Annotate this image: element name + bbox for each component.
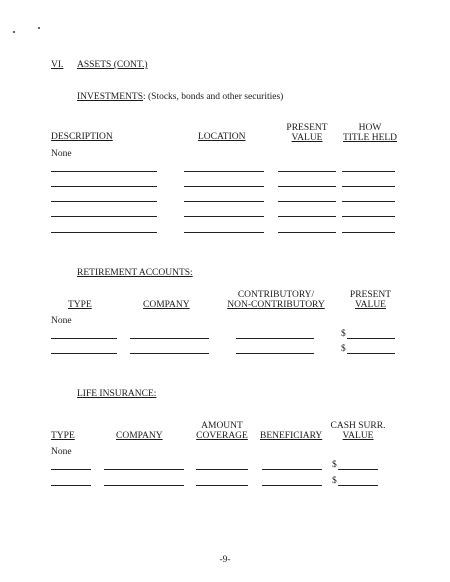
blank-line (130, 353, 209, 354)
col-present-value-line1: PRESENT (286, 123, 328, 133)
blank-line (51, 216, 157, 217)
blank-line (342, 216, 395, 217)
col-location: LOCATION (198, 132, 246, 142)
blank-line (104, 469, 184, 470)
blank-line (104, 485, 184, 486)
col-life-amount-line1: AMOUNT (201, 421, 243, 431)
blank-line (51, 485, 91, 486)
col-description: DESCRIPTION (51, 132, 113, 142)
investments-heading: INVESTMENTS (77, 92, 143, 102)
col-how-title-held-line2: TITLE HELD (342, 133, 398, 143)
col-ret-present-value-line1: PRESENT (349, 290, 392, 300)
blank-line (236, 353, 314, 354)
section-title: ASSETS (CONT.) (77, 60, 148, 70)
page-number: -9- (219, 555, 231, 565)
life-currency-1: $ (332, 460, 337, 470)
blank-line (338, 485, 378, 486)
retirement-entry: None (51, 316, 72, 326)
blank-line (347, 338, 395, 339)
blank-line (262, 485, 322, 486)
blank-line (236, 338, 314, 339)
investments-entry: None (51, 149, 72, 159)
col-ret-contributory-line2: NON-CONTRIBUTORY (227, 300, 325, 310)
blank-line (342, 232, 395, 233)
investments-heading-line (77, 92, 283, 103)
col-life-cash-surr-line2: VALUE (342, 431, 374, 441)
blank-line (347, 353, 395, 354)
life-currency-2: $ (332, 476, 337, 486)
blank-line (278, 232, 336, 233)
section-numeral: VI. (51, 60, 64, 70)
blank-line (51, 338, 117, 339)
ret-currency-1: $ (341, 329, 346, 339)
blank-line (51, 186, 157, 187)
blank-line (130, 338, 209, 339)
col-ret-present-value-line2: VALUE (355, 300, 386, 310)
blank-line (184, 201, 264, 202)
col-life-type: TYPE (51, 431, 75, 441)
life-insurance-entry: None (51, 447, 72, 457)
scan-speck (38, 27, 40, 29)
col-life-cash-surr-line1: CASH SURR. (330, 421, 386, 431)
blank-line (342, 201, 395, 202)
col-ret-company: COMPANY (143, 300, 190, 310)
ret-currency-2: $ (341, 344, 346, 354)
blank-line (184, 232, 264, 233)
col-how-title-held-line1: HOW (358, 123, 382, 133)
blank-line (184, 216, 264, 217)
blank-line (278, 186, 336, 187)
blank-line (196, 469, 248, 470)
col-life-amount-line2: COVERAGE (196, 431, 248, 441)
blank-line (51, 171, 157, 172)
blank-line (262, 469, 322, 470)
blank-line (278, 216, 336, 217)
col-present-value-line2: VALUE (291, 133, 323, 143)
blank-line (51, 469, 91, 470)
retirement-heading: RETIREMENT ACCOUNTS: (77, 268, 193, 278)
blank-line (278, 171, 336, 172)
blank-line (51, 201, 157, 202)
scan-speck (13, 31, 15, 33)
investments-subtitle: : (Stocks, bonds and other securities) (142, 92, 284, 102)
col-ret-contributory-line1: CONTRIBUTORY/ (237, 290, 315, 300)
col-ret-type: TYPE (68, 300, 92, 310)
blank-line (338, 469, 378, 470)
blank-line (342, 171, 395, 172)
blank-line (184, 171, 264, 172)
blank-line (196, 485, 248, 486)
blank-line (51, 353, 117, 354)
blank-line (342, 186, 395, 187)
blank-line (184, 186, 264, 187)
life-insurance-heading: LIFE INSURANCE: (77, 389, 157, 399)
blank-line (278, 201, 336, 202)
col-life-beneficiary: BENEFICIARY (260, 431, 323, 441)
col-life-company: COMPANY (116, 431, 163, 441)
blank-line (51, 232, 157, 233)
